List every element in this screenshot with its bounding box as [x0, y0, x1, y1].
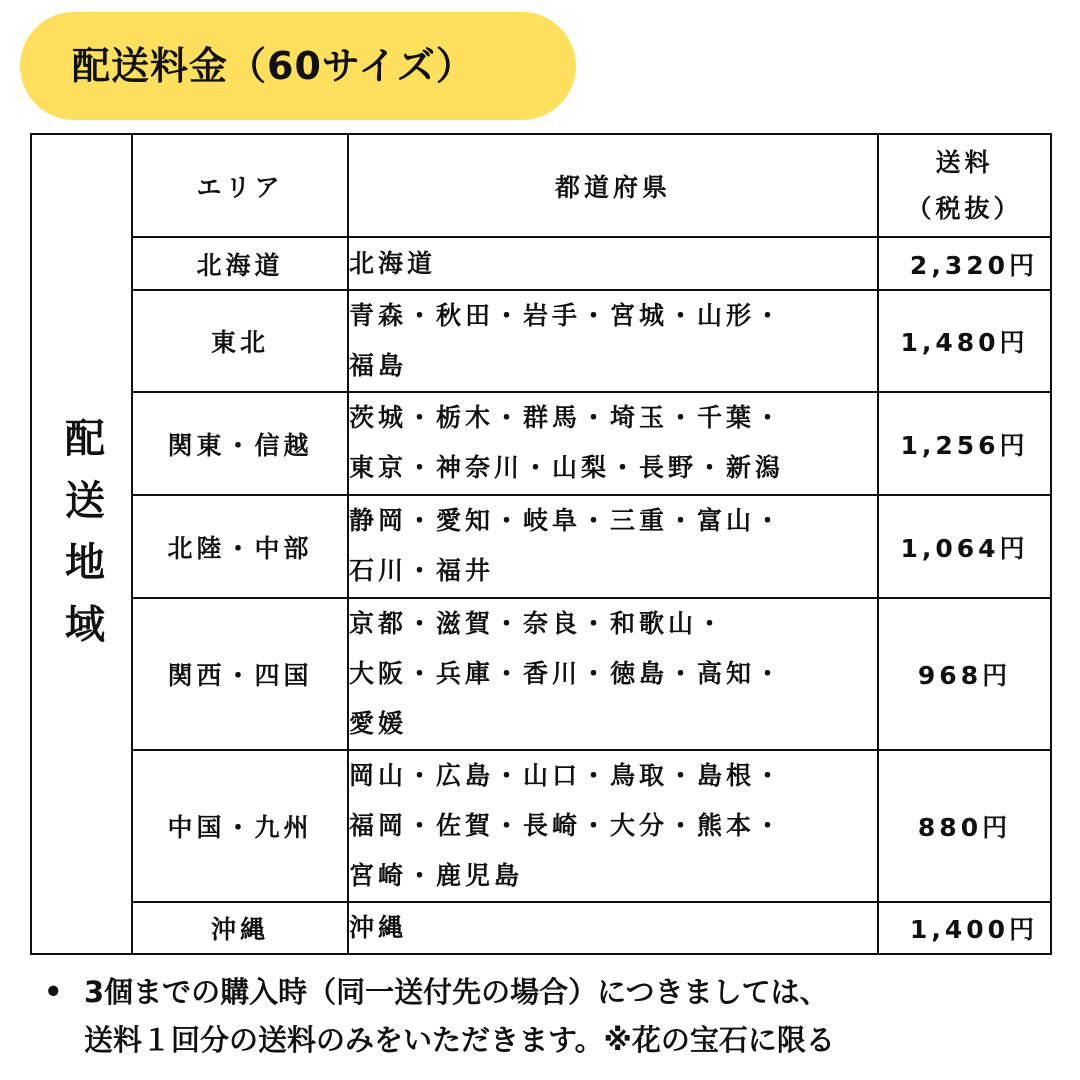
- header-area: エリア: [132, 134, 348, 237]
- table-row: [31, 392, 1051, 495]
- prefecture-line: 宮崎・鹿児島: [349, 861, 524, 890]
- prefecture-list: [348, 598, 878, 750]
- area-name: 中国・九州: [132, 750, 348, 902]
- header-row: [31, 134, 1051, 237]
- header-fee: [878, 134, 1051, 237]
- shipping-note: [44, 968, 835, 1064]
- prefecture-list: [348, 495, 878, 598]
- table-row: [31, 598, 1051, 750]
- table-row: [31, 902, 1051, 954]
- prefecture-line: 北海道: [349, 248, 437, 278]
- header-fee-tax-note: （税抜）: [906, 193, 1023, 223]
- fee-value: 2,320円: [878, 237, 1051, 290]
- area-name: 北海道: [132, 237, 348, 290]
- fee-value: 1,256円: [878, 392, 1051, 495]
- delivery-region-label-cell: [31, 134, 132, 954]
- fee-value: 1,064円: [878, 495, 1051, 598]
- table-row: [31, 237, 1051, 290]
- prefecture-list: [348, 392, 878, 495]
- area-name: 東北: [132, 290, 348, 392]
- table-row: [31, 290, 1051, 392]
- fee-value: 1,400円: [878, 902, 1051, 954]
- prefecture-line: 愛媛: [349, 709, 408, 738]
- area-name: 関西・四国: [132, 598, 348, 750]
- page-title: 配送料金（60サイズ）: [72, 44, 475, 88]
- area-name: 沖縄: [132, 902, 348, 954]
- delivery-region-label: 配送地域: [58, 417, 105, 665]
- note-text: [84, 968, 835, 1064]
- prefecture-line: 沖縄: [349, 913, 408, 942]
- area-name: 北陸・中部: [132, 495, 348, 598]
- prefecture-line: 青森・秋田・岩手・宮城・山形・: [349, 301, 785, 330]
- header-fee-label: 送料: [935, 147, 994, 177]
- prefecture-line: 東京・神奈川・山梨・長野・新潟: [349, 453, 785, 482]
- area-name: 関東・信越: [132, 392, 348, 495]
- shipping-rate-table: [30, 133, 1052, 955]
- header-prefectures: 都道府県: [348, 134, 878, 237]
- prefecture-line: 大阪・兵庫・香川・徳島・高知・: [349, 659, 785, 688]
- prefecture-line: 福島: [349, 351, 408, 380]
- prefecture-line: 静岡・愛知・岐阜・三重・富山・: [349, 506, 785, 535]
- prefecture-list: [348, 290, 878, 392]
- bullet-icon: •: [44, 975, 63, 1009]
- prefecture-line: 京都・滋賀・奈良・和歌山・: [349, 609, 727, 638]
- table-row: [31, 495, 1051, 598]
- prefecture-line: 茨城・栃木・群馬・埼玉・千葉・: [349, 403, 785, 432]
- prefecture-line: 福岡・佐賀・長崎・大分・熊本・: [349, 811, 785, 840]
- note-line: 3個までの購入時（同一送付先の場合）につきましては、: [84, 975, 829, 1009]
- note-line: 送料１回分の送料のみをいただきます。※花の宝石に限る: [84, 1023, 835, 1057]
- prefecture-list: [348, 750, 878, 902]
- fee-value: 1,480円: [878, 290, 1051, 392]
- fee-value: 968円: [878, 598, 1051, 750]
- prefecture-line: 石川・福井: [349, 556, 495, 585]
- note-item: [44, 968, 835, 1064]
- prefecture-line: 岡山・広島・山口・鳥取・島根・: [349, 761, 785, 790]
- prefecture-list: [348, 902, 878, 954]
- table-row: [31, 750, 1051, 902]
- fee-value: 880円: [878, 750, 1051, 902]
- prefecture-list: [348, 237, 878, 290]
